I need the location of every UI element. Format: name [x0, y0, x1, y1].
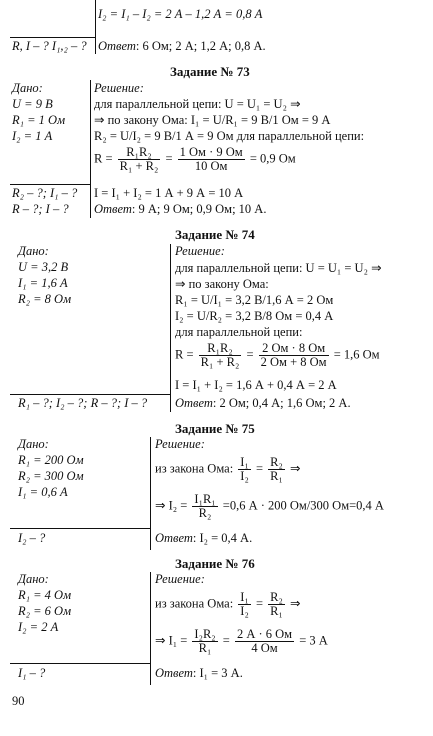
task74-given-1: I₁ = 1,6 А: [18, 276, 68, 290]
task74-line-4: для параллельной цепи:: [175, 325, 303, 339]
task74-line-1: ⇒ по закону Ома:: [175, 277, 269, 291]
task74-formula: R = $\frac{\text{R₁R₂}}{\text{R₁ + R₂}}$ = $\frac{2 Ом \cdot 8 Ом}{2 Ом + 8 Ом}$ = 1,6 Ом: [175, 341, 380, 369]
task76-result: ⇒ I₁ = $\frac{\text{I₂R₂}}{\text{R₁}}$ = $\frac{2 А \cdot 6 Ом}{4 Ом}$ = 3 А: [155, 627, 328, 655]
task75-solution-label: Решение:: [155, 437, 205, 451]
task75-given-0: R₁ = 200 Ом: [18, 453, 84, 467]
task76-solution-label: Решение:: [155, 572, 205, 586]
task75-answer: Ответ: I₂ = 0,4 А.: [155, 531, 253, 545]
top-line1: I₂ = I₁ – I₂ = 2 А – 1,2 А = 0,8 А: [98, 7, 263, 21]
task75-law: из закона Ома: $\frac{\text{I₁}}{\text{I₂}}$ = $\frac{\text{R₂}}{\text{R₁}}$ ⇒: [155, 455, 301, 483]
task76-title: Задание № 76: [175, 556, 255, 571]
task74-line-2: R₁ = U/I₁ = 3,2 В/1,6 А = 2 Ом: [175, 293, 334, 307]
top-answer: Ответ: 6 Ом; 2 А; 1,2 А; 0,8 А.: [98, 39, 266, 53]
task76-answer: Ответ: I₁ = 3 А.: [155, 666, 243, 680]
task74-find-line: [10, 394, 171, 395]
task75-given-1: R₂ = 300 Ом: [18, 469, 84, 483]
task73-line-1: ⇒ по закону Ома: I₁ = U/R₁ = 9 В/1 Ом = 9 А: [94, 113, 331, 127]
top-find: R, I – ? I₁,₂ – ?: [12, 39, 87, 53]
task74-solution-label: Решение:: [175, 244, 225, 258]
page-number: 90: [12, 694, 25, 708]
task73-find-0: R₂ – ?; I₁ – ?: [12, 186, 78, 200]
task75-title: Задание № 75: [175, 421, 255, 436]
task76-find: I₁ – ?: [18, 666, 46, 680]
task74-given-2: R₂ = 8 Ом: [18, 292, 72, 306]
task75-divider: [150, 437, 151, 550]
task76-given-label: Дано:: [18, 572, 49, 586]
task75-result: ⇒ I₂ = $\frac{\text{I₁R₁}}{\text{R₂}}$ =0,6 А · 200 Ом/300 Ом=0,4 А: [155, 492, 384, 520]
task73-line-0: для параллельной цепи: U = U₁ = U₂ ⇒: [94, 97, 301, 111]
task76-given-1: R₂ = 6 Ом: [18, 604, 72, 618]
top-find-line: [10, 37, 96, 38]
task74-title: Задание № 74: [175, 227, 255, 242]
task74-find: R₁ – ?; I₂ – ?; R – ?; I – ?: [18, 396, 148, 410]
task73-find-1: R – ?; I – ?: [12, 202, 69, 216]
task75-given-label: Дано:: [18, 437, 49, 451]
task76-law: из закона Ома: $\frac{\text{I₁}}{\text{I₂}}$ = $\frac{\text{R₂}}{\text{R₁}}$ ⇒: [155, 590, 301, 618]
task73-title: Задание № 73: [170, 64, 250, 79]
task74-line-0: для параллельной цепи: U = U₁ = U₂ ⇒: [175, 261, 382, 275]
task73-given-0: U = 9 В: [12, 97, 53, 111]
task73-divider: [90, 80, 91, 218]
task74-given-0: U = 3,2 В: [18, 260, 69, 274]
task76-given-0: R₁ = 4 Ом: [18, 588, 72, 602]
task76-given-2: I₂ = 2 А: [18, 620, 59, 634]
task73-given-label: Дано:: [12, 81, 43, 95]
task76-divider: [150, 572, 151, 685]
task73-formula: R = $\frac{\text{R₁R₂}}{\text{R₁ + R₂}}$ = $\frac{1 Ом \cdot 9 Ом}{10 Ом}$ = 0,9 Ом: [94, 145, 296, 173]
task73-line-2: R₂ = U/I₂ = 9 В/1 А = 9 Ом для параллельной цепи:: [94, 129, 365, 143]
task73-find-line: [10, 184, 91, 185]
task75-given-2: I₁ = 0,6 А: [18, 485, 68, 499]
task73-sum: I = I₁ + I₂ = 1 А + 9 А = 10 А: [94, 186, 244, 200]
task75-find: I₂ – ?: [18, 531, 46, 545]
task73-given-2: I₂ = 1 А: [12, 129, 53, 143]
task73-answer: Ответ: 9 А; 9 Ом; 0,9 Ом; 10 А.: [94, 202, 267, 216]
task74-answer: Ответ: 2 Ом; 0,4 А; 1,6 Ом; 2 А.: [175, 396, 351, 410]
task74-line-3: I₂ = U/R₂ = 3,2 В/8 Ом = 0,4 А: [175, 309, 334, 323]
task74-divider: [170, 244, 171, 412]
task74-given-label: Дано:: [18, 244, 49, 258]
task73-solution-label: Решение:: [94, 81, 144, 95]
task76-find-line: [10, 663, 151, 664]
task74-sum: I = I₁ + I₂ = 1,6 А + 0,4 А = 2 А: [175, 378, 337, 392]
task73-given-1: R₁ = 1 Ом: [12, 113, 66, 127]
top-divider: [95, 0, 96, 54]
task75-find-line: [10, 528, 151, 529]
